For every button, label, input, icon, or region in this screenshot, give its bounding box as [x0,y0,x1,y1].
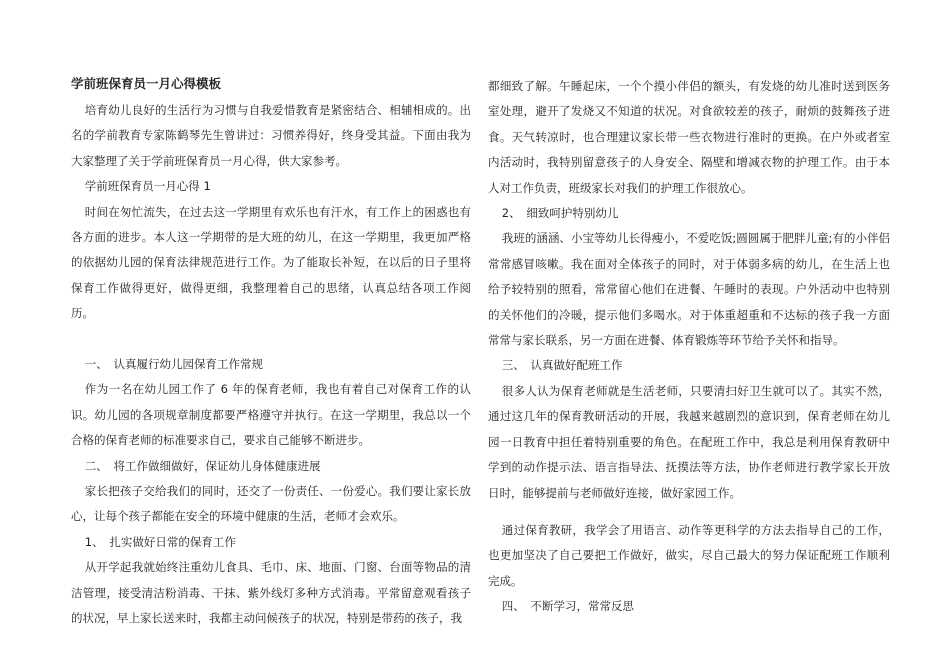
right-column [488,74,890,620]
heading-four: 四、 不断学习，常常反思 [501,599,635,614]
teaching-research-paragraph: 通过保育教研，我学会了用语言、动作等更科学的方法去指导自己的工作，也更加坚决了自己要把工作做好，做实，尽自己最大的努力保证配班工作顺利完成。 [488,522,890,588]
heading-two: 二、 将工作做细做好，保证幼儿身体健康进展 [84,458,321,473]
heading-one-paragraph: 作为一名在幼儿园工作了 6 年的保育老师，我也有着自己对保育工作的认识。幼儿园的各项规章制度都要严格遵守并执行。在这一学期里，我总以一个合格的保育老师的标准要求自己，要求自己能够不断进步。 [71,382,471,448]
section-heading-reflection-1: 学前班保育员一月心得 1 [84,179,211,194]
subheading-1: 1、 扎实做好日常的保育工作 [84,534,236,549]
heading-two-paragraph: 家长把孩子交给我们的同时，还交了一份责任、一份爱心。我们要让家长放心，让每个孩子都能在安全的环境中健康的生活，老师才会欢乐。 [71,484,471,524]
continued-paragraph: 都细致了解。午睡起床，一个个摸小伴侣的额头，有发烧的幼儿准时送到医务室处理，避开了发烧又不知道的状况。对食欲较差的孩子，耐烦的鼓舞孩子进食。天气转凉时，也合理建议家长带一些衣物进行准时的更换。在户外或者室内活动时，我特别留意孩子的人身安全、隔壁和增减衣物的护理工作。由于本人对工作负责，班级家长对我们的护理工作很放心。 [488,79,890,195]
intro-paragraph: 培育幼儿良好的生活行为习惯与自我爱惜教育是紧密结合、相辅相成的。出名的学前教育专家陈鹤琴先生曾讲过：习惯养得好，终身受其益。下面由我为大家整理了关于学前班保育员一月心得，供大家参考。 [71,103,471,168]
document-title: 学前班保育员一月心得模板 [71,76,222,91]
subheading-1-paragraph: 从开学起我就始终注重幼儿食具、毛巾、床、地面、门窗、台面等物品的清洁管理，接受清洁粉消毒、干抹、紫外线灯多种方式消毒。平常留意观看孩子的状况，早上家长送来时，我都主动问候孩子的状况，特别是带药的孩子，我 [71,560,471,626]
blank-line [488,506,890,518]
subheading-2-paragraph: 我班的涵涵、小宝等幼儿长得瘦小，不爱吃饭;圆圆属于肥胖儿童;有的小伴侣常常感冒咳嗽。我在面对全体孩子的同时，对于体弱多病的幼儿，在生活上也给予较特别的照看，常常留心他们在进餐、午睡时的表现。户外活动中也特别的关怀他们的冷暖，提示他们多喝水。对于体重超重和不达标的孩子我一方面常常与家长联系，另一方面在进餐、体育锻炼等环节给予关怀和指导。 [488,231,890,348]
subheading-2: 2、 细致呵护特别幼儿 [501,206,619,221]
heading-three-paragraph: 很多人认为保育老师就是生活老师，只要清扫好卫生就可以了。其实不然，通过这几年的保育教研活动的开展，我越来越剧烈的意识到，保育老师在幼儿园一日教育中担任着特别重要的角色。在配班工作中，我总是利用保育教研中学到的动作提示法、语言指导法、抚摸法等方法，协作老师进行教学家长开放日时，能够提前与老师做好连接，做好家园工作。 [488,383,890,500]
blank-line [71,327,471,352]
heading-three: 三、 认真做好配班工作 [501,358,623,373]
left-column [71,98,471,632]
heading-one: 一、 认真履行幼儿园保育工作常规 [84,357,264,372]
reflection-paragraph: 时间在匆忙流失，在过去这一学期里有欢乐也有汗水，有工作上的困惑也有各方面的进步。本人这一学期带的是大班的幼儿，在这一学期里，我更加严格的依据幼儿园的保育法律规范进行工作。为了能取长补短，在以后的日子里将保育工作做得更好，做得更细，我整理着自己的思绪，认真总结各项工作阅历。 [71,204,471,321]
